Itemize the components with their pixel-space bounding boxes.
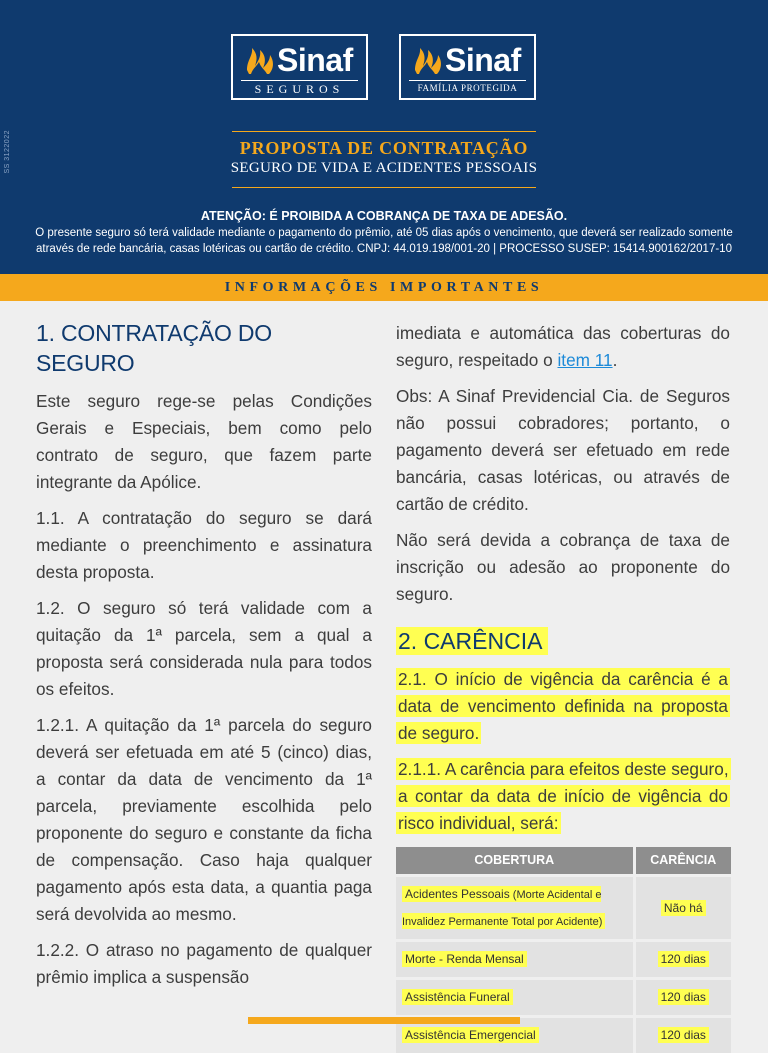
- important-info-band: INFORMAÇÕES IMPORTANTES: [0, 274, 768, 301]
- carencia-cell: 120 dias: [634, 941, 731, 979]
- logo-sinaf-seguros: [231, 34, 368, 100]
- logo-sub: SEGUROS: [233, 82, 366, 97]
- title-rule-top: [232, 131, 536, 132]
- section2-heading: 2. CARÊNCIA: [396, 626, 730, 656]
- clause-1-2-1: 1.2.1. A quitação da 1ª parcela do seguro deverá ser efetuada em até 5 (cinco) dias, a contar da data de vencimento da 1ª parcela, previamente escolhida pelo proponente do seguro e constante da ficha de compensação. Caso haja qualquer pagamento após esta data, a quantia paga será devolvida ao mesmo.: [36, 712, 372, 928]
- side-code: SS 3122022: [4, 130, 11, 174]
- section1-intro: Este seguro rege-se pelas Condições Gerais e Especiais, bem como pelo contrato de seguro, que fazem parte integrante da Apólice.: [36, 388, 372, 496]
- logo-divider: [241, 80, 358, 81]
- title-rule-bottom: [232, 187, 536, 188]
- obs-paragraph: Obs: A Sinaf Previdencial Cia. de Seguros não possui cobradores; portanto, o pagamento deverá ser efetuado em rede bancária, casas lotéricas, ou através de cartão de crédito.: [396, 383, 730, 518]
- carencia-cell: 120 dias: [634, 979, 731, 1017]
- clause-2-1-1: 2.1.1. A carência para efeitos deste seguro, a contar da data de início de vigência do risco individual, será:: [396, 756, 730, 837]
- cobertura-cell: Morte - Renda Mensal: [396, 941, 634, 979]
- flame-icon: [243, 44, 277, 78]
- flame-icon: [411, 44, 445, 78]
- cobertura-cell: Assistência Funeral: [396, 979, 634, 1017]
- left-column: [36, 318, 372, 1000]
- logo-name: Sinaf: [277, 42, 353, 78]
- clause-2-1: 2.1. O início de vigência da carência é a data de vencimento definida na proposta de seguro.: [396, 666, 730, 747]
- logo-sub: FAMÍLIA PROTEGIDA: [401, 83, 534, 93]
- warning-text: O presente seguro só terá validade mediante o pagamento do prêmio, até 05 dias após o vencimento, que deverá ser realizado somente através de rede bancária, casas lotéricas ou cartão de crédito. CNPJ: 44.019.198/001-20 | PROCESSO SUSEP: 15414.900162/2017-10: [30, 225, 738, 257]
- warning-title: ATENÇÃO: É PROIBIDA A COBRANÇA DE TAXA DE ADESÃO.: [0, 209, 768, 223]
- clause-1-2-2-continued: imediata e automática das coberturas do seguro, respeitado o item 11.: [396, 320, 730, 374]
- logo-name: Sinaf: [445, 42, 521, 78]
- clause-1-2-2: 1.2.2. O atraso no pagamento de qualquer prêmio implica a suspensão: [36, 937, 372, 991]
- logo-divider: [409, 80, 526, 81]
- carencia-cell: 120 dias: [634, 1017, 731, 1053]
- taxa-paragraph: Não será devida a cobrança de taxa de inscrição ou adesão ao proponente do seguro.: [396, 527, 730, 608]
- clause-1-2: 1.2. O seguro só terá validade com a quitação da 1ª parcela, sem a qual a proposta será considerada nula para todos os efeitos.: [36, 595, 372, 703]
- document-subtitle: SEGURO DE VIDA E ACIDENTES PESSOAIS: [0, 160, 768, 177]
- bottom-accent-bar: [248, 1017, 520, 1024]
- column-header-carencia: CARÊNCIA: [634, 847, 731, 876]
- right-column: [396, 320, 730, 1053]
- header: [0, 0, 768, 274]
- logo-sinaf-familia: [399, 34, 536, 100]
- table-row: [396, 979, 731, 1017]
- item-11-link[interactable]: item 11: [557, 350, 612, 370]
- column-header-cobertura: COBERTURA: [396, 847, 634, 876]
- document-title: PROPOSTA DE CONTRATAÇÃO: [0, 138, 768, 159]
- carencia-cell: Não há: [634, 876, 731, 941]
- table-row: [396, 941, 731, 979]
- cobertura-cell: Assistência Emergencial: [396, 1017, 634, 1053]
- table-row: [396, 876, 731, 941]
- clause-1-1: 1.1. A contratação do seguro se dará mediante o preenchimento e assinatura desta proposta.: [36, 505, 372, 586]
- section1-heading: 1. CONTRATAÇÃO DO SEGURO: [36, 318, 372, 378]
- cobertura-cell: Acidentes Pessoais (Morte Acidental e Invalidez Permanente Total por Acidente): [396, 876, 634, 941]
